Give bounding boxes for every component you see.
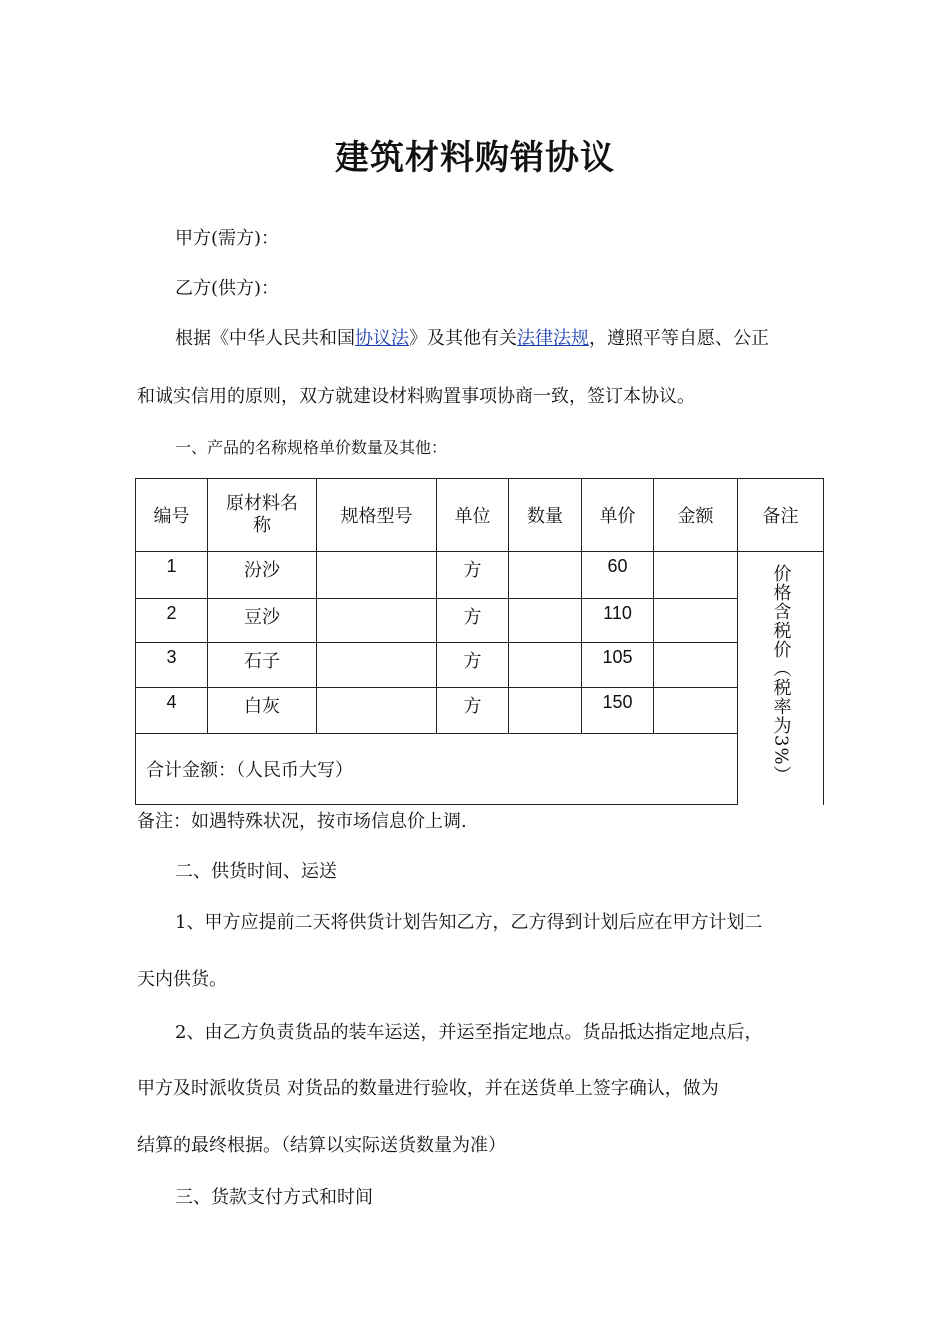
cell-name: 豆沙 — [208, 599, 317, 643]
total-amount-label: 合计金额：（人民币大写） — [136, 734, 738, 805]
cell-price: 60 — [582, 552, 654, 599]
cell-spec — [317, 643, 437, 688]
clause-2-line-2: 甲方及时派收货员 对货品的数量进行验收，并在送货单上签字确认，做为 — [137, 1078, 719, 1099]
cell-price: 105 — [582, 643, 654, 688]
header-cell: 单位 — [437, 479, 509, 552]
section-1-heading: 一、产品的名称规格单价数量及其他： — [175, 438, 448, 457]
header-cell: 备注 — [738, 479, 824, 552]
cell-amount — [654, 552, 738, 599]
table-row — [136, 688, 824, 734]
header-cell: 编号 — [136, 479, 208, 552]
cell-no: 2 — [136, 599, 208, 643]
table-row — [136, 552, 824, 599]
cell-price: 150 — [582, 688, 654, 734]
remark-cell — [738, 552, 824, 805]
cell-spec — [317, 552, 437, 599]
cell-name: 汾沙 — [208, 552, 317, 599]
intro-post: ，遵照平等自愿、公正 — [589, 328, 769, 349]
cell-qty — [509, 688, 582, 734]
table-total-row — [136, 734, 824, 805]
intro-mid: 》及其他有关 — [409, 328, 517, 349]
laws-regulations-link[interactable]: 法律法规 — [517, 328, 589, 349]
cell-price: 110 — [582, 599, 654, 643]
clause-2-line-3: 结算的最终根据。（结算以实际送货数量为准） — [137, 1135, 506, 1156]
section-3-heading: 三、货款支付方式和时间 — [175, 1187, 373, 1208]
cell-qty — [509, 552, 582, 599]
cell-amount — [654, 599, 738, 643]
cell-spec — [317, 599, 437, 643]
intro-pre: 根据《中华人民共和国 — [175, 328, 355, 349]
contract-law-link[interactable]: 协议法 — [355, 328, 409, 349]
cell-no: 3 — [136, 643, 208, 688]
product-table — [135, 478, 824, 805]
cell-qty — [509, 599, 582, 643]
party-b-line: 乙方(供方)： — [175, 278, 280, 299]
clause-1-line-1: 1、甲方应提前二天将供货计划告知乙方，乙方得到计划后应在甲方计划二 — [175, 912, 763, 933]
header-cell: 规格型号 — [317, 479, 437, 552]
intro-line-2: 和诚实信用的原则，双方就建设材料购置事项协商一致，签订本协议。 — [137, 386, 695, 407]
header-cell: 金额 — [654, 479, 738, 552]
party-a-line: 甲方(需方)： — [175, 228, 280, 249]
cell-name: 石子 — [208, 643, 317, 688]
cell-amount — [654, 688, 738, 734]
clause-2-line-1: 2、由乙方负责货品的装车运送，并运至指定地点。货品抵达指定地点后， — [175, 1022, 763, 1043]
header-cell: 单价 — [582, 479, 654, 552]
document-title: 建筑材料购销协议 — [335, 138, 615, 178]
cell-qty — [509, 643, 582, 688]
cell-no: 4 — [136, 688, 208, 734]
header-cell: 原材料名称 — [208, 479, 317, 552]
cell-name: 白灰 — [208, 688, 317, 734]
table-row — [136, 643, 824, 688]
header-cell: 数量 — [509, 479, 582, 552]
clause-1-line-2: 天内供货。 — [137, 969, 227, 990]
table-note: 备注：如遇特殊状况，按市场信息价上调. — [137, 811, 467, 832]
cell-unit: 方 — [437, 643, 509, 688]
remark-text: 价格含税价（税率为3%） — [770, 564, 792, 785]
intro-line-1 — [175, 324, 769, 350]
cell-spec — [317, 688, 437, 734]
cell-unit: 方 — [437, 599, 509, 643]
cell-amount — [654, 643, 738, 688]
cell-unit: 方 — [437, 552, 509, 599]
table-header-row — [136, 479, 824, 552]
cell-unit: 方 — [437, 688, 509, 734]
cell-no: 1 — [136, 552, 208, 599]
table-row — [136, 599, 824, 643]
section-2-heading: 二、供货时间、运送 — [175, 861, 337, 882]
